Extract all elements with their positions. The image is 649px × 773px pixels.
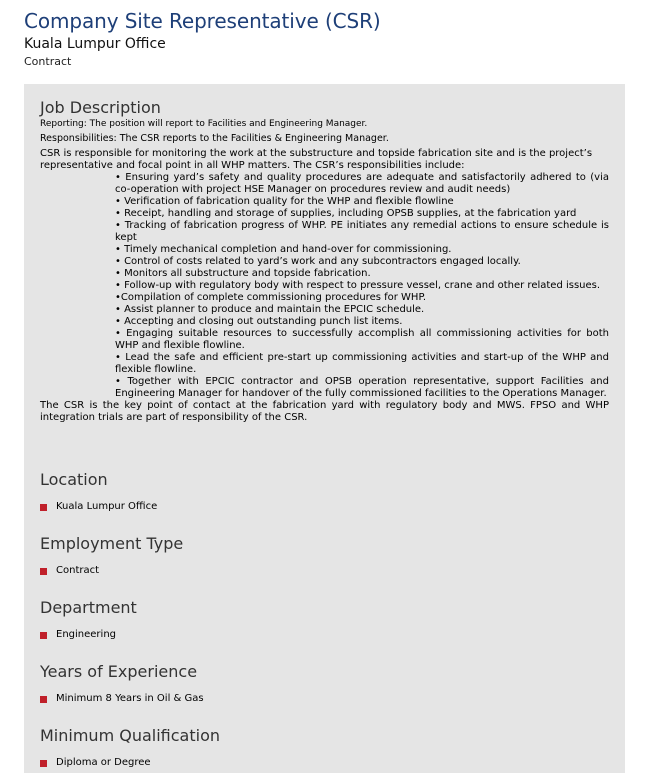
job-description-heading: Job Description (40, 98, 161, 117)
closing-paragraph: The CSR is the key point of contact at the fabrication yard with regulatory body and MWS. FPSO and WHP integration trials are part of responsibility of the CSR. (40, 400, 609, 423)
job-title: Company Site Representative (CSR) (24, 9, 381, 33)
employment-type-heading: Employment Type (40, 534, 184, 553)
experience-value: Minimum 8 Years in Oil & Gas (56, 693, 204, 704)
details-panel (24, 84, 625, 773)
list-item: • Receipt, handling and storage of supplies, including OPSB supplies, at the fabrication yard (115, 208, 577, 219)
list-item: • Tracking of fabrication progress of WHP. PE initiates any remedial actions to ensure schedule is kept (115, 220, 609, 243)
job-description-section (40, 98, 609, 424)
experience-row (40, 693, 204, 705)
employment-type-value: Contract (56, 565, 100, 576)
reporting-line: Reporting: The position will report to Facilities and Engineering Manager. (40, 119, 368, 129)
qualification-value: Diploma or Degree (56, 757, 151, 768)
list-item: • Engaging suitable resources to successfully accomplish all commissioning activities for both WHP and flexible flowline. (115, 328, 609, 351)
list-item: • Timely mechanical completion and hand-over for commissioning. (115, 244, 452, 255)
qualification-section (40, 726, 220, 769)
qualification-heading: Minimum Qualification (40, 726, 220, 745)
qualification-row (40, 757, 220, 769)
job-description-body (40, 118, 609, 424)
department-heading: Department (40, 598, 137, 617)
department-section (40, 598, 137, 641)
red-square-bullet-icon (40, 568, 47, 575)
intro-line-2: representative and focal point in all WHP matters. The CSR’s responsibilities include: (40, 160, 465, 171)
employment-type-row (40, 565, 183, 577)
location-heading: Location (40, 470, 108, 489)
contract-type: Contract (24, 55, 72, 68)
list-item: •Compilation of complete commissioning procedures for WHP. (115, 292, 427, 303)
location-row (40, 501, 157, 513)
department-row (40, 629, 137, 641)
list-item: • Follow-up with regulatory body with respect to pressure vessel, crane and other related issues. (115, 280, 601, 291)
list-item: • Ensuring yard’s safety and quality procedures are adequate and satisfactorily adhered to (via co-operation with project HSE Manager on procedures review and audit needs) (115, 172, 609, 195)
list-item: • Accepting and closing out outstanding punch list items. (115, 316, 403, 327)
location-section (40, 470, 157, 513)
department-value: Engineering (56, 629, 116, 640)
list-item: • Control of costs related to yard’s work and any subcontractors engaged locally. (115, 256, 521, 267)
office-name: Kuala Lumpur Office (24, 36, 166, 52)
location-value: Kuala Lumpur Office (56, 501, 158, 512)
responsibility-list (40, 172, 609, 400)
intro-line-1: CSR is responsible for monitoring the work at the substructure and topside fabrication site and is the project’s (40, 148, 593, 159)
experience-section (40, 662, 204, 705)
responsibilities-line: Responsibilities: The CSR reports to the Facilities & Engineering Manager. (40, 133, 389, 144)
list-item: • Monitors all substructure and topside fabrication. (115, 268, 371, 279)
red-square-bullet-icon (40, 696, 47, 703)
job-header (24, 8, 381, 69)
list-item: • Lead the safe and efficient pre-start up commissioning activities and start-up of the WHP and flexible flowline. (115, 352, 609, 375)
employment-type-section (40, 534, 183, 577)
red-square-bullet-icon (40, 504, 47, 511)
red-square-bullet-icon (40, 632, 47, 639)
list-item: • Verification of fabrication quality for the WHP and flexible flowline (115, 196, 454, 207)
red-square-bullet-icon (40, 760, 47, 767)
list-item: • Together with EPCIC contractor and OPSB operation representative, support Facilities and Engineering Manager for handover of the fully commissioned facilities to the Operations Manager. (115, 376, 609, 399)
list-item: • Assist planner to produce and maintain the EPCIC schedule. (115, 304, 425, 315)
experience-heading: Years of Experience (40, 662, 198, 681)
